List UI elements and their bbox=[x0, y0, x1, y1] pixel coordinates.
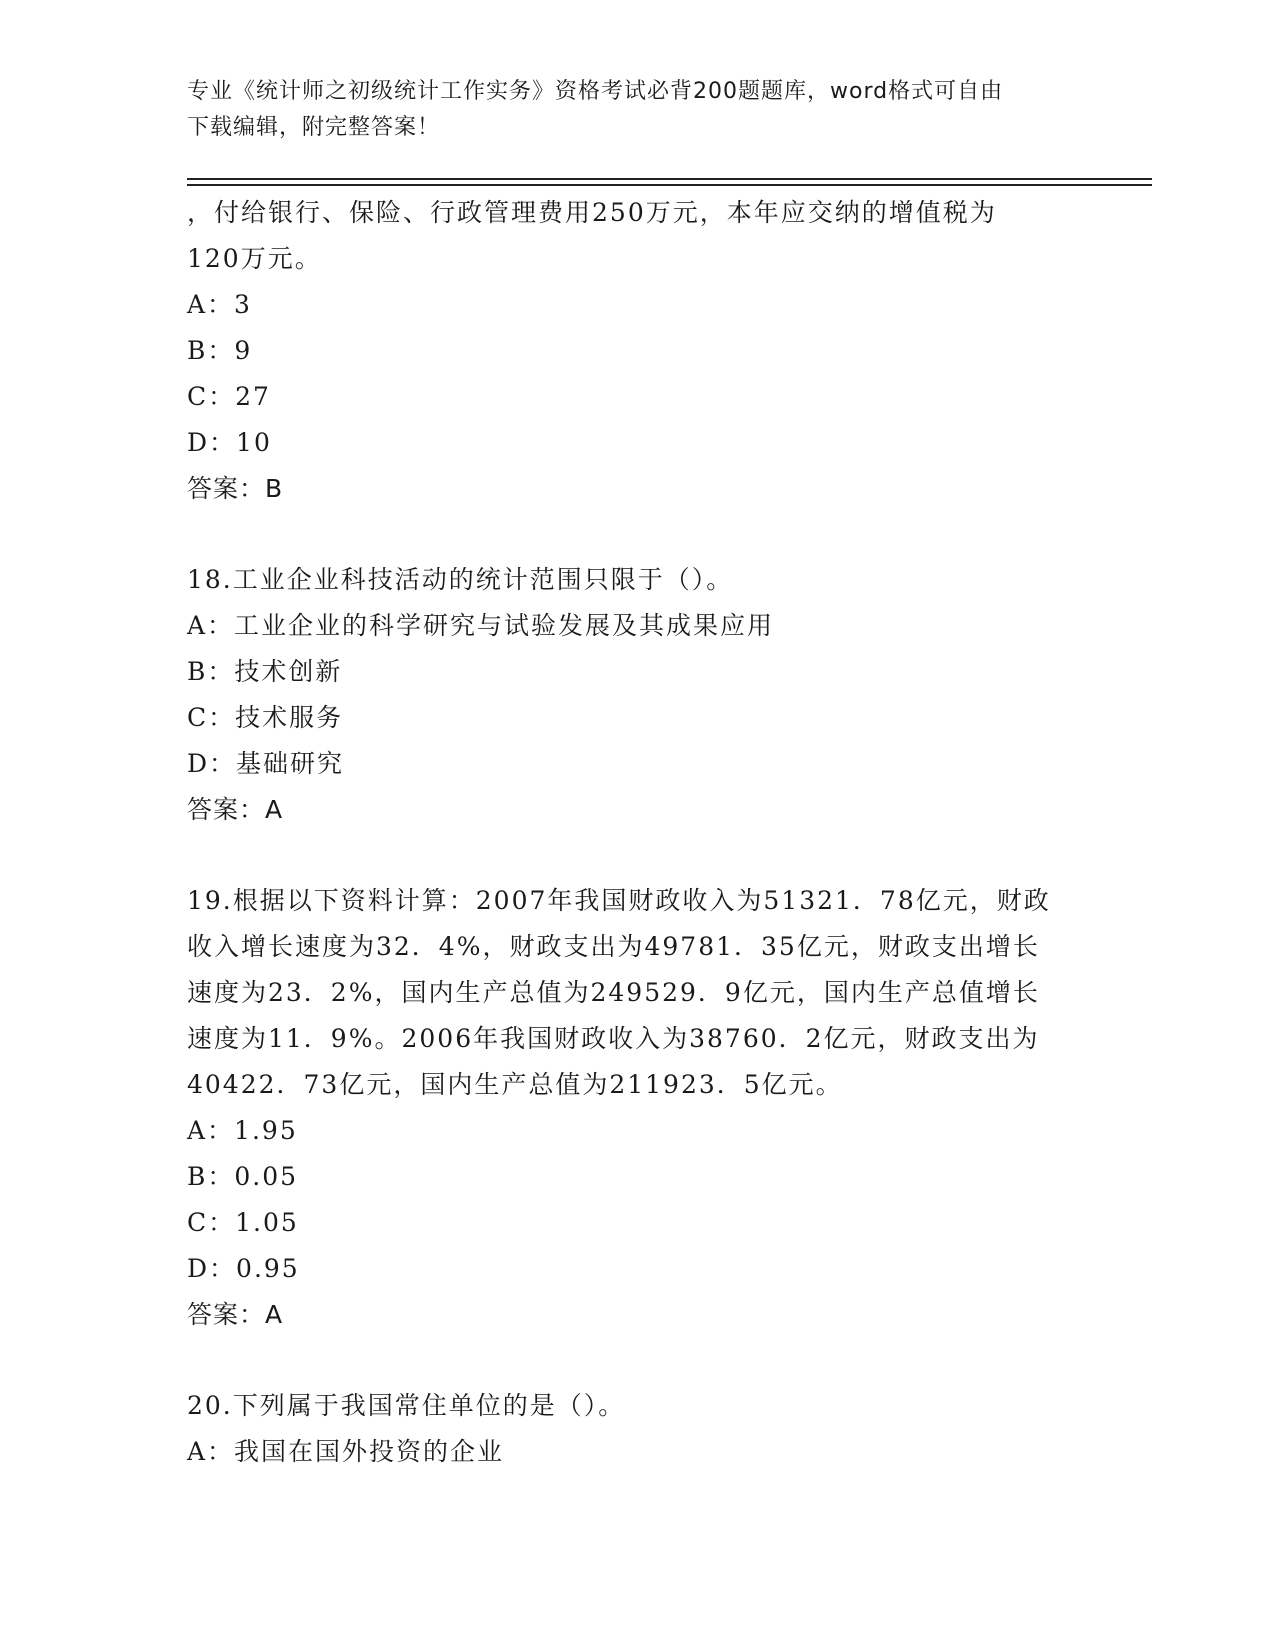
question-18 bbox=[187, 557, 1087, 833]
option-c: C：27 bbox=[187, 382, 271, 411]
question-stem: 18.工业企业科技活动的统计范围只限于（）。 bbox=[187, 565, 734, 594]
question-text-line: 速度为11．9%。2006年我国财政收入为38760．2亿元，财政支出为 bbox=[187, 1024, 1040, 1053]
option-a: A：1.95 bbox=[187, 1116, 298, 1145]
question-19 bbox=[187, 878, 1087, 1338]
question-text-line: 120万元。 bbox=[187, 244, 322, 273]
option-d: D：10 bbox=[187, 428, 272, 457]
document-header bbox=[187, 74, 1067, 146]
option-b: B：9 bbox=[187, 336, 253, 365]
question-stem: 20.下列属于我国常住单位的是（）。 bbox=[187, 1391, 626, 1420]
header-rule-top bbox=[187, 178, 1152, 180]
question-text-line: 40422．73亿元，国内生产总值为211923．5亿元。 bbox=[187, 1070, 843, 1099]
option-c: C：1.05 bbox=[187, 1208, 299, 1237]
option-d: D：基础研究 bbox=[187, 749, 345, 778]
question-text-line: 收入增长速度为32．4%，财政支出为49781．35亿元，财政支出增长 bbox=[187, 932, 1040, 961]
header-rule-bottom bbox=[187, 184, 1152, 186]
question-17 bbox=[187, 190, 1087, 512]
answer-line: 答案：A bbox=[187, 795, 284, 824]
header-line-1: 专业《统计师之初级统计工作实务》资格考试必背200题题库，word格式可自由 bbox=[187, 79, 1004, 104]
question-spacer bbox=[187, 833, 1087, 878]
option-a: A：我国在国外投资的企业 bbox=[187, 1437, 505, 1466]
option-d: D：0.95 bbox=[187, 1254, 300, 1283]
question-spacer bbox=[187, 512, 1087, 557]
option-b: B：技术创新 bbox=[187, 657, 343, 686]
option-c: C：技术服务 bbox=[187, 703, 344, 732]
header-line-2: 下载编辑，附完整答案！ bbox=[187, 115, 441, 140]
question-spacer bbox=[187, 1338, 1087, 1383]
answer-line: 答案：A bbox=[187, 1300, 284, 1329]
option-a: A：工业企业的科学研究与试验发展及其成果应用 bbox=[187, 611, 775, 640]
question-text-line: ，付给银行、保险、行政管理费用250万元，本年应交纳的增值税为 bbox=[187, 198, 997, 227]
question-20 bbox=[187, 1383, 1087, 1475]
answer-line: 答案：B bbox=[187, 474, 284, 503]
question-text-line: 19.根据以下资料计算：2007年我国财政收入为51321．78亿元，财政 bbox=[187, 886, 1051, 915]
option-b: B：0.05 bbox=[187, 1162, 299, 1191]
option-a: A：3 bbox=[187, 290, 252, 319]
question-text-line: 速度为23．2%，国内生产总值为249529．9亿元，国内生产总值增长 bbox=[187, 978, 1040, 1007]
document-body bbox=[187, 190, 1087, 1475]
